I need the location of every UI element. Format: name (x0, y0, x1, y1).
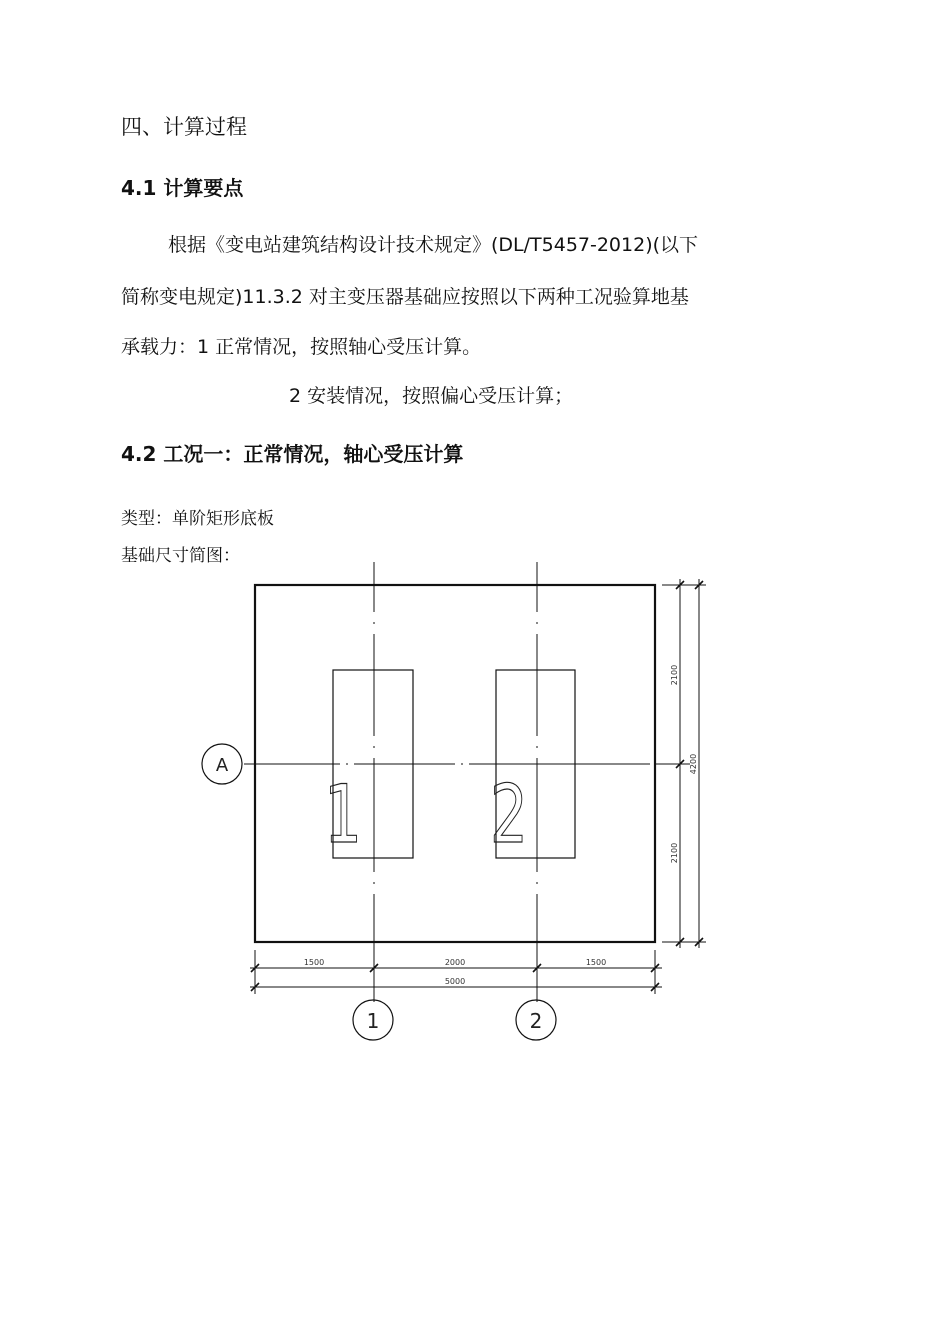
section-title: 四、计算过程 (121, 115, 247, 139)
dim-bottom-left: 1500 (303, 958, 325, 967)
dim-right-total: 4200 (689, 753, 698, 775)
diagram-caption: 基础尺寸简图： (121, 546, 240, 566)
axis-2-label: 2 (529, 1009, 543, 1033)
dim-bottom-right: 1500 (585, 958, 607, 967)
bottom-dimension-lines (250, 950, 662, 994)
paragraph-line-2: 简称变电规定)11.3.2 对主变压器基础应按照以下两种工况验算地基 (121, 286, 689, 308)
foundation-dimension-drawing (190, 555, 720, 1050)
paragraph-line-4: 2 安装情况，按照偏心受压计算； (289, 385, 574, 407)
dim-bottom-mid: 2000 (444, 958, 466, 967)
foundation-type-line: 类型：单阶矩形底板 (121, 509, 274, 529)
axis-a-label: A (215, 755, 229, 776)
pier-2-number: 2 (489, 767, 529, 862)
paragraph-line-3: 承载力：1 正常情况，按照轴心受压计算。 (121, 336, 482, 358)
dim-right-bottom: 2100 (670, 842, 679, 864)
dim-bottom-total: 5000 (444, 977, 466, 986)
subsection-title-4-2: 4.2 工况一：正常情况，轴心受压计算 (121, 442, 464, 466)
paragraph-line-1: 根据《变电站建筑结构设计技术规定》(DL/T5457-2012)(以下 (168, 234, 699, 256)
pier-1-number: 1 (323, 767, 363, 862)
subsection-title-4-1: 4.1 计算要点 (121, 176, 244, 200)
dim-right-top: 2100 (670, 664, 679, 686)
axis-1-label: 1 (366, 1009, 380, 1033)
